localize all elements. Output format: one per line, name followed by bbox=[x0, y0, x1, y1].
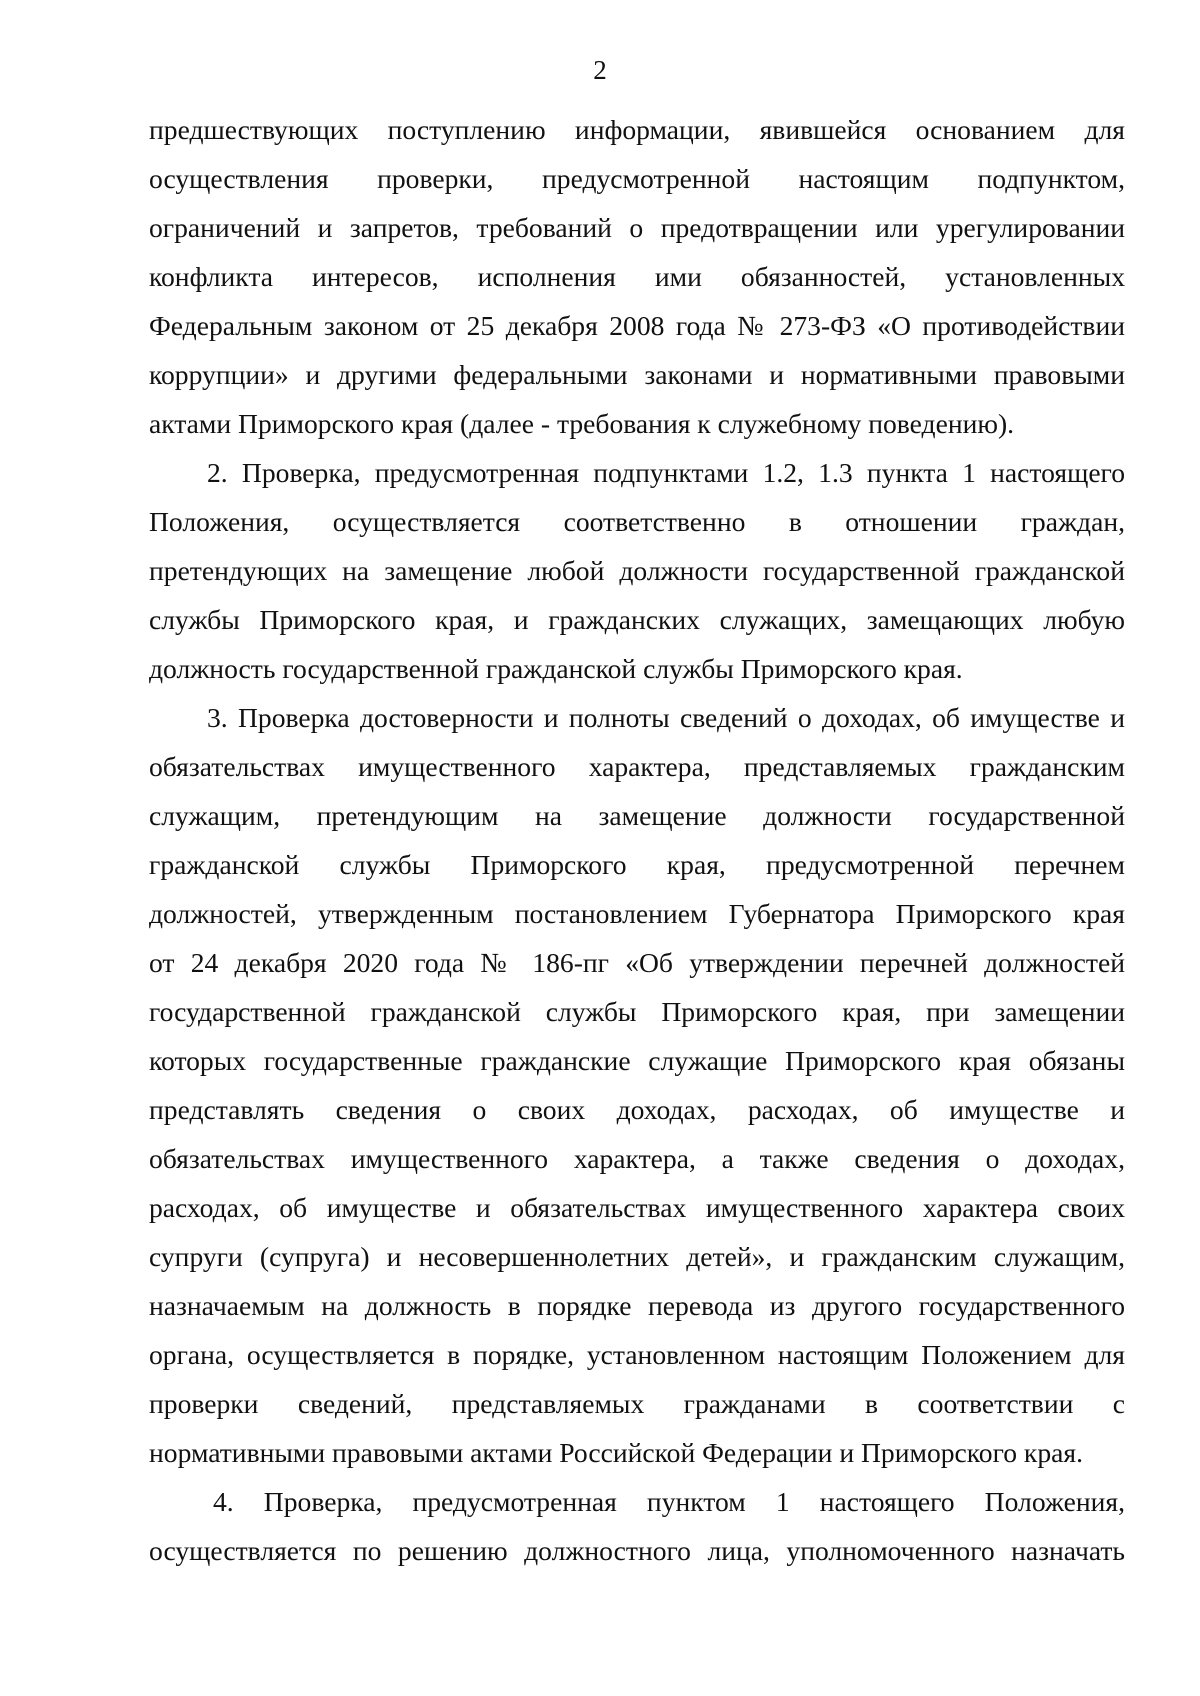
text-line: Положения, осуществляется соответственно в отношении граждан, bbox=[149, 506, 1125, 537]
text-line: обязательствах имущественного характера, а также сведения о доходах, bbox=[149, 1143, 1125, 1174]
text-line: коррупции» и другими федеральными законами и нормативными правовыми bbox=[149, 359, 1125, 390]
text-line: нормативными правовыми актами Российской Федерации и Приморского края. bbox=[149, 1437, 1083, 1468]
document-body bbox=[149, 105, 1125, 1575]
paragraph-3 bbox=[149, 693, 1125, 1477]
text-line: осуществления проверки, предусмотренной настоящим подпунктом, bbox=[149, 163, 1125, 194]
text-line: обязательствах имущественного характера, представляемых гражданским bbox=[149, 751, 1125, 782]
page-number: 2 bbox=[593, 55, 607, 85]
text-line: назначаемым на должность в порядке перевода из другого государственного bbox=[149, 1290, 1125, 1321]
text-line: 4. Проверка, предусмотренная пунктом 1 настоящего Положения, bbox=[213, 1486, 1125, 1517]
text-line: осуществляется по решению должностного лица, уполномоченного назначать bbox=[149, 1535, 1125, 1566]
text-line: Федеральным законом от 25 декабря 2008 года № 273-ФЗ «О противодействии bbox=[149, 310, 1125, 341]
text-line: претендующих на замещение любой должности государственной гражданской bbox=[149, 555, 1125, 586]
text-line: государственной гражданской службы Приморского края, при замещении bbox=[149, 996, 1125, 1027]
text-line: 3. Проверка достоверности и полноты сведений о доходах, об имуществе и bbox=[207, 702, 1125, 733]
text-line: актами Приморского края (далее - требования к служебному поведению). bbox=[149, 408, 1015, 439]
text-line: должностей, утвержденным постановлением Губернатора Приморского края bbox=[149, 898, 1125, 929]
text-line: супруги (супруга) и несовершеннолетних детей», и гражданским служащим, bbox=[149, 1241, 1125, 1272]
text-line: ограничений и запретов, требований о предотвращении или урегулировании bbox=[149, 212, 1125, 243]
text-line: которых государственные гражданские служащие Приморского края обязаны bbox=[149, 1045, 1125, 1076]
text-line: гражданской службы Приморского края, предусмотренной перечнем bbox=[149, 849, 1125, 880]
text-line: службы Приморского края, и гражданских служащих, замещающих любую bbox=[149, 604, 1125, 635]
paragraph-2 bbox=[149, 448, 1125, 693]
paragraph-1 bbox=[149, 105, 1125, 448]
text-line: представлять сведения о своих доходах, расходах, об имуществе и bbox=[149, 1094, 1125, 1125]
text-line: от 24 декабря 2020 года № 186-пг «Об утверждении перечней должностей bbox=[149, 947, 1125, 978]
text-line: конфликта интересов, исполнения ими обязанностей, установленных bbox=[149, 261, 1125, 292]
text-line: должность государственной гражданской службы Приморского края. bbox=[149, 653, 963, 684]
text-line: предшествующих поступлению информации, явившейся основанием для bbox=[149, 114, 1125, 145]
text-line: служащим, претендующим на замещение должности государственной bbox=[149, 800, 1125, 831]
text-line: расходах, об имуществе и обязательствах имущественного характера своих bbox=[149, 1192, 1125, 1223]
paragraph-4 bbox=[149, 1477, 1125, 1575]
text-line: 2. Проверка, предусмотренная подпунктами 1.2, 1.3 пункта 1 настоящего bbox=[207, 457, 1125, 488]
text-line: органа, осуществляется в порядке, установленном настоящим Положением для bbox=[149, 1339, 1125, 1370]
text-line: проверки сведений, представляемых гражданами в соответствии с bbox=[149, 1388, 1125, 1419]
